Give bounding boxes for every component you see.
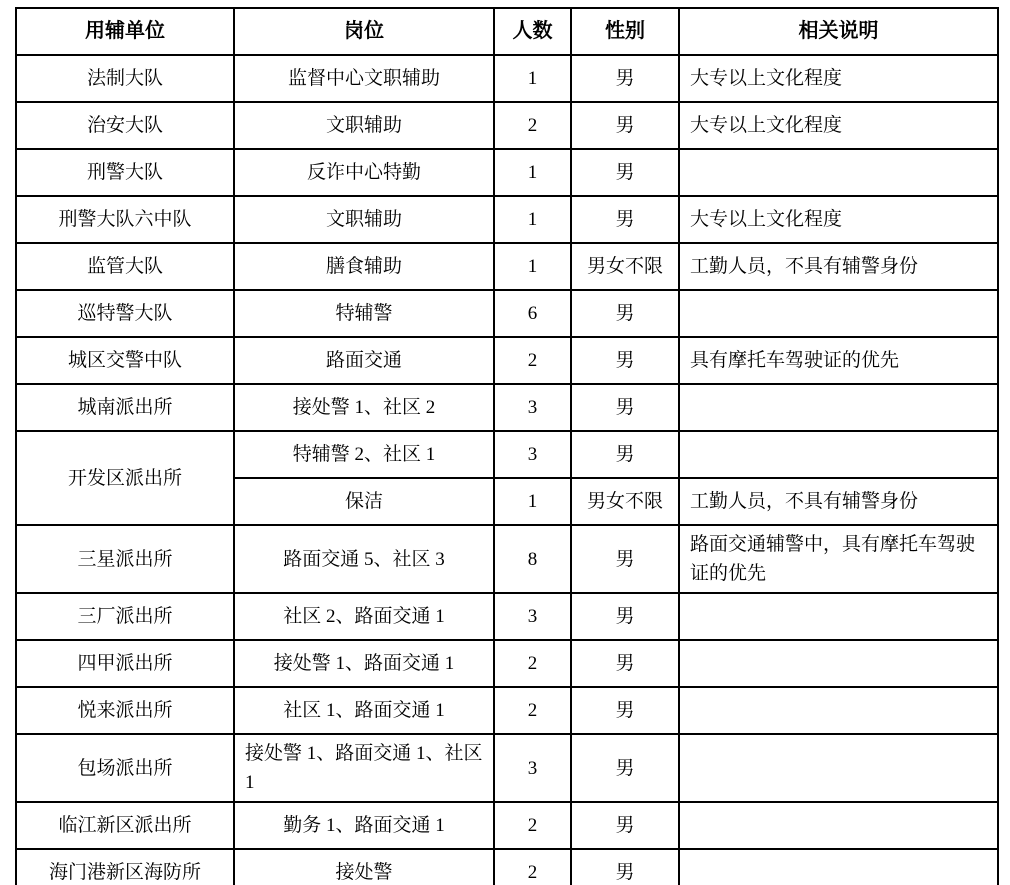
unit-cell: 刑警大队: [16, 149, 234, 196]
note-cell: [679, 640, 998, 687]
count-cell: 2: [494, 337, 571, 384]
position-cell: 路面交通: [234, 337, 494, 384]
gender-cell: 男: [571, 102, 679, 149]
unit-cell: 监管大队: [16, 243, 234, 290]
note-cell: 大专以上文化程度: [679, 102, 998, 149]
table-row: [16, 102, 998, 149]
count-cell: 3: [494, 384, 571, 431]
position-cell: 特辅警: [234, 290, 494, 337]
unit-cell: 包场派出所: [16, 734, 234, 802]
count-cell: 1: [494, 196, 571, 243]
note-cell: 工勤人员，不具有辅警身份: [679, 243, 998, 290]
unit-cell: 三厂派出所: [16, 593, 234, 640]
gender-cell: 男: [571, 734, 679, 802]
unit-cell: 巡特警大队: [16, 290, 234, 337]
position-cell: 接处警 1、路面交通 1、社区 1: [234, 734, 494, 802]
table-row: [16, 849, 998, 885]
table-row: [16, 593, 998, 640]
count-cell: 2: [494, 687, 571, 734]
gender-cell: 男女不限: [571, 478, 679, 525]
gender-cell: 男: [571, 640, 679, 687]
gender-cell: 男: [571, 525, 679, 593]
unit-cell: 海门港新区海防所: [16, 849, 234, 885]
table-row: [16, 687, 998, 734]
count-cell: 3: [494, 734, 571, 802]
count-cell: 2: [494, 849, 571, 885]
note-cell: [679, 593, 998, 640]
unit-cell: 悦来派出所: [16, 687, 234, 734]
position-cell: 勤务 1、路面交通 1: [234, 802, 494, 849]
count-cell: 2: [494, 102, 571, 149]
count-cell: 1: [494, 478, 571, 525]
position-cell: 社区 1、路面交通 1: [234, 687, 494, 734]
header-unit: 用辅单位: [16, 8, 234, 55]
count-cell: 2: [494, 640, 571, 687]
position-cell: 特辅警 2、社区 1: [234, 431, 494, 478]
unit-cell: 刑警大队六中队: [16, 196, 234, 243]
note-cell: 大专以上文化程度: [679, 55, 998, 102]
table-row: [16, 802, 998, 849]
table-body: [16, 55, 998, 885]
table-row: [16, 55, 998, 102]
table-row: [16, 149, 998, 196]
note-cell: [679, 384, 998, 431]
note-cell: [679, 802, 998, 849]
gender-cell: 男: [571, 196, 679, 243]
count-cell: 2: [494, 802, 571, 849]
note-cell: 工勤人员，不具有辅警身份: [679, 478, 998, 525]
gender-cell: 男: [571, 55, 679, 102]
header-position: 岗位: [234, 8, 494, 55]
header-count: 人数: [494, 8, 571, 55]
count-cell: 3: [494, 431, 571, 478]
table-header-row: [16, 8, 998, 55]
count-cell: 1: [494, 55, 571, 102]
note-cell: 路面交通辅警中，具有摩托车驾驶证的优先: [679, 525, 998, 593]
position-cell: 监督中心文职辅助: [234, 55, 494, 102]
position-cell: 接处警: [234, 849, 494, 885]
table-row: [16, 525, 998, 593]
gender-cell: 男: [571, 802, 679, 849]
recruitment-table: [15, 7, 999, 885]
note-cell: 具有摩托车驾驶证的优先: [679, 337, 998, 384]
position-cell: 膳食辅助: [234, 243, 494, 290]
note-cell: [679, 290, 998, 337]
unit-cell: 开发区派出所: [16, 431, 234, 525]
table-row: [16, 640, 998, 687]
unit-cell: 城南派出所: [16, 384, 234, 431]
count-cell: 1: [494, 243, 571, 290]
table-row: [16, 243, 998, 290]
table-row: [16, 384, 998, 431]
position-cell: 文职辅助: [234, 102, 494, 149]
count-cell: 1: [494, 149, 571, 196]
gender-cell: 男: [571, 431, 679, 478]
gender-cell: 男女不限: [571, 243, 679, 290]
note-cell: [679, 849, 998, 885]
table-row: [16, 337, 998, 384]
gender-cell: 男: [571, 290, 679, 337]
count-cell: 3: [494, 593, 571, 640]
count-cell: 6: [494, 290, 571, 337]
gender-cell: 男: [571, 337, 679, 384]
table-row: [16, 431, 998, 478]
position-cell: 保洁: [234, 478, 494, 525]
position-cell: 接处警 1、社区 2: [234, 384, 494, 431]
note-cell: 大专以上文化程度: [679, 196, 998, 243]
gender-cell: 男: [571, 149, 679, 196]
header-gender: 性别: [571, 8, 679, 55]
gender-cell: 男: [571, 849, 679, 885]
unit-cell: 三星派出所: [16, 525, 234, 593]
position-cell: 文职辅助: [234, 196, 494, 243]
gender-cell: 男: [571, 687, 679, 734]
position-cell: 社区 2、路面交通 1: [234, 593, 494, 640]
header-note: 相关说明: [679, 8, 998, 55]
unit-cell: 临江新区派出所: [16, 802, 234, 849]
unit-cell: 四甲派出所: [16, 640, 234, 687]
unit-cell: 城区交警中队: [16, 337, 234, 384]
note-cell: [679, 149, 998, 196]
note-cell: [679, 431, 998, 478]
position-cell: 路面交通 5、社区 3: [234, 525, 494, 593]
position-cell: 反诈中心特勤: [234, 149, 494, 196]
unit-cell: 法制大队: [16, 55, 234, 102]
note-cell: [679, 734, 998, 802]
table-row: [16, 196, 998, 243]
table-row: [16, 734, 998, 802]
table-row: [16, 290, 998, 337]
gender-cell: 男: [571, 593, 679, 640]
count-cell: 8: [494, 525, 571, 593]
note-cell: [679, 687, 998, 734]
unit-cell: 治安大队: [16, 102, 234, 149]
gender-cell: 男: [571, 384, 679, 431]
position-cell: 接处警 1、路面交通 1: [234, 640, 494, 687]
